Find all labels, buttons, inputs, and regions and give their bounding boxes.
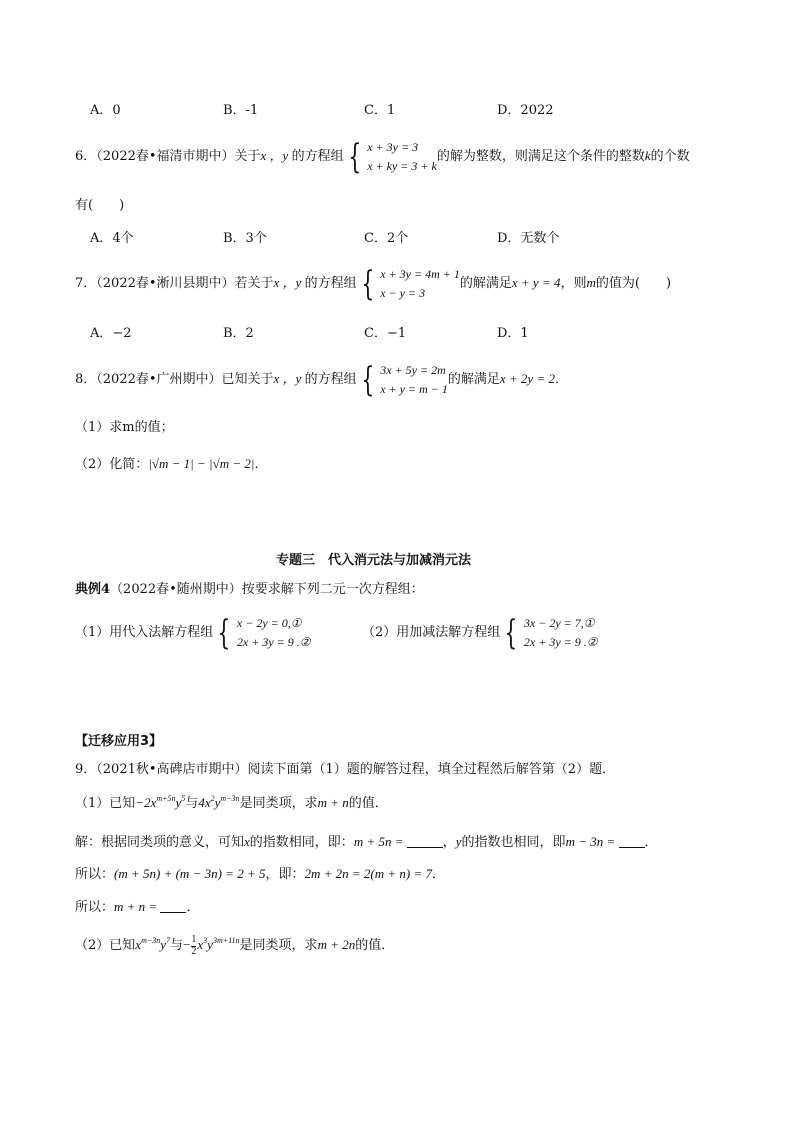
- sol1-expr1: m + 5n =: [353, 834, 407, 849]
- q9-p1-end: 的值．: [348, 796, 388, 811]
- q7-condition: x + y = 4: [511, 275, 561, 291]
- part1-eq2: 2x + 3y = 9 .②: [236, 634, 311, 649]
- sol2-expr2: 2m + 2n = 2(m + n) = 7: [304, 866, 433, 881]
- part1-equation-system: [213, 614, 310, 651]
- q6-prefix: 6．（2022春•福清市期中）关于: [75, 149, 261, 165]
- sol1-end: ．: [644, 835, 658, 850]
- q9-solution-line-2: [75, 867, 445, 881]
- part2-eq1: 3x − 2y = 7,①: [523, 616, 595, 630]
- q7-m: m: [586, 275, 596, 291]
- q9-p1-term2: [198, 795, 239, 810]
- one-half-fraction: [191, 935, 196, 957]
- q7-option-b: B．2: [223, 326, 254, 341]
- q7-option-a: A．−2: [90, 326, 132, 341]
- q7-mid: 的方程组: [304, 276, 357, 292]
- fraction-denominator: 2: [191, 945, 197, 957]
- blank-1[interactable]: [407, 835, 443, 848]
- example-4-text: （2022春•随州期中）按要求解下列二元一次方程组：: [110, 582, 424, 597]
- q9-p1-and: 与: [185, 796, 199, 811]
- q9-p2-and: 与: [170, 937, 184, 953]
- term1-base: −2x: [135, 795, 157, 810]
- part1-label: （1）用代入法解方程组: [75, 625, 214, 641]
- q8-eq1: 3x + 5y = 2m: [380, 363, 446, 377]
- brace-icon: {: [360, 359, 374, 400]
- q8-sub2-expression: |√m − 1| − |√m − 2|: [148, 456, 255, 471]
- term2-exp-x: 2: [210, 794, 215, 803]
- p2-exp-x: m−3n: [141, 935, 161, 945]
- q9-p1-target: m + n: [317, 795, 349, 810]
- q6-option-a: A．4个: [90, 231, 134, 246]
- sol3-end: ．: [186, 900, 200, 915]
- q8-condition: x + 2y = 2: [499, 371, 555, 387]
- q9-part-2: [75, 935, 394, 957]
- q9-p2-term1: [135, 937, 170, 952]
- q6-option-b: B．3个: [223, 231, 267, 246]
- q6-option-d: D．无数个: [497, 231, 560, 246]
- q8-eq2: x + y = m − 1: [380, 381, 448, 396]
- example-4-part-2: [362, 614, 598, 651]
- q6-vars: x ，y: [260, 148, 292, 164]
- q8-suffix: 的解满足: [447, 372, 500, 388]
- q5-option-c: C．1: [364, 103, 396, 118]
- example-4: [75, 583, 424, 596]
- q6-mid: 的方程组: [291, 149, 344, 165]
- q8-equation-system: [357, 361, 448, 398]
- p2-exp-y: 7: [166, 935, 171, 945]
- fraction-numerator: 1: [191, 934, 197, 945]
- q9-p2-prefix: （2）已知: [75, 937, 136, 953]
- term1-exp-x: m+5n: [156, 794, 176, 803]
- brace-icon: {: [504, 612, 518, 653]
- q7-option-c: C．−1: [364, 326, 407, 341]
- q8-subquestion-1: （1）求m的值；: [75, 420, 174, 435]
- q9-solution-line-3: [75, 900, 199, 914]
- part2-label: （2）用加减法解方程组: [362, 625, 501, 641]
- question-9-intro: 9．（2021秋•高碑店市期中）阅读下面第（1）题的解答过程，填全过程然后解答第（2）题．: [75, 762, 616, 777]
- q6-eq1: x + 3y = 3: [367, 140, 419, 154]
- q8-end: ．: [554, 372, 568, 388]
- q6-k: k: [644, 148, 651, 164]
- q7-eq1: x + 3y = 4m + 1: [380, 267, 460, 281]
- q7-prefix: 7．（2022春•淅川县期中）若关于: [75, 276, 274, 292]
- sol2-expr: (m + 5n) + (m − 3n) = 2 + 5: [114, 866, 266, 881]
- sol1-text-a: 解：根据同类项的意义，可知: [75, 835, 245, 850]
- brace-icon: {: [360, 263, 374, 304]
- term2-y: y: [214, 795, 221, 810]
- q6-equation-system: [344, 138, 437, 175]
- q5-option-b: B．-1: [223, 103, 259, 118]
- sol1-x: x: [244, 834, 250, 849]
- term2-exp-y: m−3n: [220, 794, 240, 803]
- blank-2[interactable]: [619, 835, 645, 848]
- q9-p2-term2: [183, 934, 240, 957]
- example-4-label: 典例4: [75, 582, 111, 597]
- q5-option-d: D．2022: [497, 103, 554, 118]
- sol2-text-b: ，即：: [265, 867, 305, 882]
- q7-eq2: x − y = 3: [380, 285, 426, 300]
- term1-y: y: [175, 795, 182, 810]
- q8-prefix: 8．（2022春•广州期中）已知关于: [75, 372, 274, 388]
- part2-equation-system: [500, 614, 597, 651]
- p2-y: y: [160, 936, 167, 952]
- p2-minus: −: [183, 936, 191, 952]
- q8-subquestion-2: [75, 457, 267, 471]
- sol3-text-a: 所以：: [75, 900, 115, 915]
- sol1-text-d: 的指数也相同，即: [461, 835, 566, 850]
- q7-suffix2: ，则: [560, 276, 587, 292]
- question-6: [75, 138, 690, 175]
- q9-p1-term1: [135, 795, 185, 810]
- q9-p1-suffix: 是同类项，求: [239, 796, 318, 811]
- brace-icon: {: [347, 136, 361, 177]
- q7-equation-system: [357, 265, 460, 302]
- q8-vars: x ，y: [273, 371, 305, 387]
- q9-p2-suffix: 是同类项，求: [239, 937, 318, 953]
- q8-mid: 的方程组: [304, 372, 357, 388]
- p2-x: x: [135, 936, 142, 952]
- p2-exp-x2: 3: [203, 935, 208, 945]
- question-8: [75, 361, 568, 398]
- term2-base: 4x: [198, 795, 211, 810]
- sol1-y: y: [455, 834, 462, 849]
- q8-sub2-prefix: （2）化简：: [75, 457, 149, 472]
- brace-icon: {: [217, 612, 231, 653]
- sol2-text-a: 所以：: [75, 867, 115, 882]
- p2-y2: y: [207, 936, 213, 952]
- part2-eq2: 2x + 3y = 9 .②: [523, 634, 598, 649]
- q7-suffix3: 的值为( ): [595, 276, 672, 292]
- sol1-expr2: m − 3n =: [565, 834, 619, 849]
- q8-sub2-end: ．: [254, 457, 268, 472]
- topic-3-title: 专题三 代入消元法与加减消元法: [276, 553, 472, 568]
- blank-3[interactable]: [160, 900, 186, 913]
- q9-p2-target: m + 2n: [317, 936, 356, 952]
- sol1-text-c: ，: [442, 835, 456, 850]
- q6-continuation: 有( ): [75, 198, 125, 213]
- q9-p1-prefix: （1）已知: [75, 796, 136, 811]
- q7-vars: x ，y: [273, 275, 305, 291]
- question-7: [75, 265, 671, 302]
- sol1-text-b: 的指数相同，即：: [249, 835, 354, 850]
- q7-suffix: 的解满足: [459, 276, 512, 292]
- p2-x2: x: [197, 936, 204, 952]
- q6-suffix2: 的个数: [650, 149, 690, 165]
- q9-solution-line-1: [75, 835, 658, 849]
- part1-eq1: x − 2y = 0,①: [236, 616, 302, 630]
- example-4-part-1: [75, 614, 311, 651]
- q6-option-c: C．2个: [364, 231, 409, 246]
- sol2-end: ．: [432, 867, 446, 882]
- q6-suffix: 的解为整数，则满足这个条件的整数: [436, 149, 645, 165]
- q9-part-1: [75, 795, 388, 810]
- term1-exp-y: 5: [181, 794, 186, 803]
- q7-option-d: D．1: [497, 326, 529, 341]
- transfer-3-title: 【迁移应用3】: [75, 734, 163, 749]
- q6-eq2: x + ky = 3 + k: [367, 158, 437, 173]
- q9-p2-end: 的值．: [355, 937, 395, 953]
- q5-option-a: A．0: [90, 103, 121, 118]
- sol3-expr: m + n =: [114, 899, 161, 914]
- p2-exp-y2: 3m+11n: [212, 935, 240, 945]
